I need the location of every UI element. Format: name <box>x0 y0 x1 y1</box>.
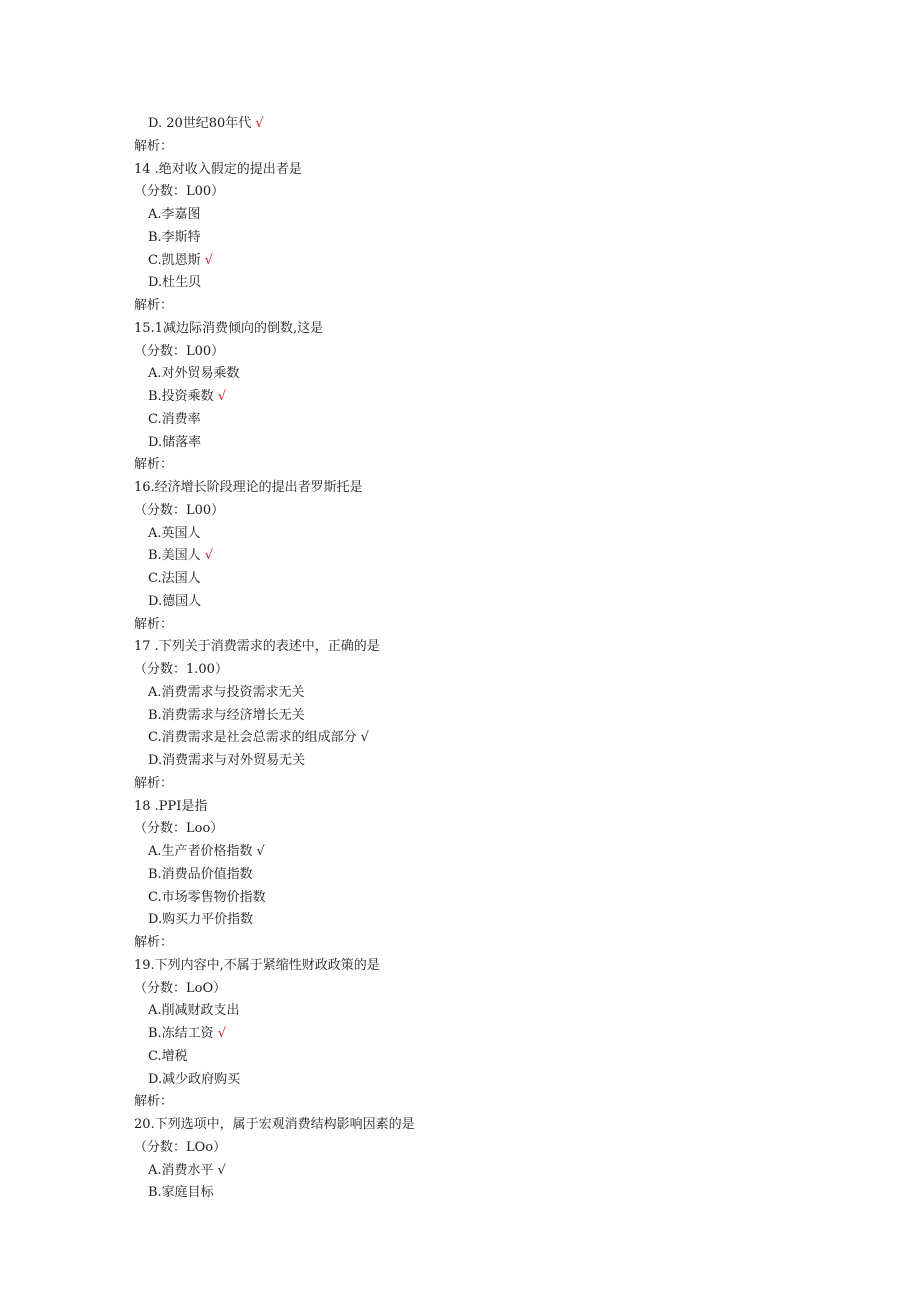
correct-check-mark: √ <box>360 730 369 746</box>
answer-option <box>0 1160 920 1183</box>
question-line <box>0 978 920 1001</box>
line-text: （分数：1.00） <box>134 662 228 677</box>
answer-option <box>0 727 920 750</box>
answer-option <box>0 409 920 432</box>
answer-option <box>0 523 920 546</box>
question-line <box>0 659 920 682</box>
answer-option <box>0 545 920 568</box>
answer-option <box>0 750 920 773</box>
answer-option <box>0 432 920 455</box>
line-text: 解析： <box>134 935 174 950</box>
line-text: B.投资乘数 <box>148 389 214 404</box>
line-text: A.李嘉图 <box>148 207 201 222</box>
line-text: A.生产者价格指数 <box>148 844 253 859</box>
line-text: D.减少政府购买 <box>148 1071 241 1087</box>
line-text: B.李斯特 <box>148 229 201 245</box>
answer-option <box>0 1000 920 1023</box>
line-text: C.凯恩斯 <box>148 252 201 268</box>
line-text: A.对外贸易乘数 <box>148 366 240 382</box>
line-text: 19.下列内容中,不属于紧缩性财政政策的是 <box>134 957 380 973</box>
question-line <box>0 181 920 204</box>
answer-option <box>0 705 920 728</box>
line-text: D.消费需求与对外贸易无关 <box>148 753 306 768</box>
line-text: 14 .绝对收入假定的提出者是 <box>134 161 302 177</box>
line-text: B.消费品价值指数 <box>148 866 253 882</box>
answer-option <box>0 591 920 614</box>
question-line <box>0 1137 920 1160</box>
analysis-label <box>0 454 920 477</box>
document-page <box>0 113 920 1205</box>
analysis-label <box>0 136 920 159</box>
answer-option <box>0 841 920 864</box>
line-text: B.美国人 <box>148 548 201 564</box>
line-text: D.德国人 <box>148 593 202 609</box>
line-text: 解析： <box>134 616 174 632</box>
answer-option <box>0 386 920 409</box>
line-text: （分数：L00） <box>134 502 225 518</box>
line-text: B.家庭目标 <box>148 1185 214 1201</box>
answer-option <box>0 363 920 386</box>
answer-option <box>0 204 920 227</box>
question-line <box>0 796 920 819</box>
line-text: A.英国人 <box>148 525 201 541</box>
answer-option <box>0 909 920 932</box>
answer-option <box>0 113 920 136</box>
correct-check-mark: √ <box>217 389 226 404</box>
answer-option <box>0 887 920 910</box>
correct-check-mark: √ <box>255 116 264 131</box>
question-line <box>0 955 920 978</box>
line-text: （分数：Loo） <box>134 821 224 837</box>
answer-option <box>0 1069 920 1092</box>
answer-option <box>0 1182 920 1205</box>
line-text: （分数：LOo） <box>134 1139 227 1155</box>
line-text: 解析： <box>134 138 174 154</box>
answer-option <box>0 272 920 295</box>
answer-option <box>0 250 920 273</box>
line-text: A.消费水平 <box>148 1162 214 1178</box>
question-line <box>0 500 920 523</box>
correct-check-mark: √ <box>256 844 265 859</box>
question-line <box>0 818 920 841</box>
question-line <box>0 159 920 182</box>
line-text: C.消费需求是社会总需求的组成部分 <box>148 730 357 746</box>
correct-check-mark: √ <box>217 1162 226 1178</box>
line-text: D.杜生贝 <box>148 275 202 291</box>
line-text: （分数：L00） <box>134 184 225 200</box>
line-text: A.削减财政支出 <box>148 1003 240 1019</box>
question-line <box>0 636 920 659</box>
correct-check-mark: √ <box>204 252 213 268</box>
answer-option <box>0 227 920 250</box>
correct-check-mark: √ <box>204 548 213 564</box>
answer-option <box>0 568 920 591</box>
line-text: C.增税 <box>148 1048 188 1064</box>
answer-option <box>0 682 920 705</box>
line-text: 解析： <box>134 775 174 791</box>
analysis-label <box>0 932 920 955</box>
question-line <box>0 341 920 364</box>
question-line <box>0 318 920 341</box>
line-text: B.冻结工资 <box>148 1026 214 1041</box>
analysis-label <box>0 773 920 796</box>
line-text: D.储落率 <box>148 434 202 450</box>
line-text: D. 20世纪80年代 <box>148 116 252 131</box>
line-text: （分数：L00） <box>134 343 225 359</box>
line-text: 18 .PPI是指 <box>134 798 208 814</box>
line-text: C.市场零售物价指数 <box>148 889 266 905</box>
answer-option <box>0 1023 920 1046</box>
analysis-label <box>0 614 920 637</box>
line-text: 20.下列选项中，属于宏观消费结构影响因素的是 <box>134 1117 415 1132</box>
line-text: 15.1减边际消费倾向的倒数,这是 <box>134 320 324 336</box>
answer-option <box>0 1046 920 1069</box>
line-text: （分数：LoO） <box>134 980 227 996</box>
line-text: D.购买力平价指数 <box>148 912 254 928</box>
answer-option <box>0 864 920 887</box>
question-line <box>0 477 920 500</box>
line-text: C.法国人 <box>148 571 201 586</box>
analysis-label <box>0 295 920 318</box>
line-text: B.消费需求与经济增长无关 <box>148 707 305 723</box>
question-line <box>0 1114 920 1137</box>
line-text: A.消费需求与投资需求无关 <box>148 684 305 700</box>
line-text: 解析： <box>134 1094 174 1110</box>
line-text: 17 .下列关于消费需求的表述中，正确的是 <box>134 639 380 655</box>
line-text: 解析： <box>134 298 174 313</box>
line-text: 解析： <box>134 457 174 473</box>
line-text: 16.经济增长阶段理论的提出者罗斯托是 <box>134 480 363 495</box>
correct-check-mark: √ <box>217 1026 226 1041</box>
line-text: C.消费率 <box>148 411 201 427</box>
analysis-label <box>0 1091 920 1114</box>
